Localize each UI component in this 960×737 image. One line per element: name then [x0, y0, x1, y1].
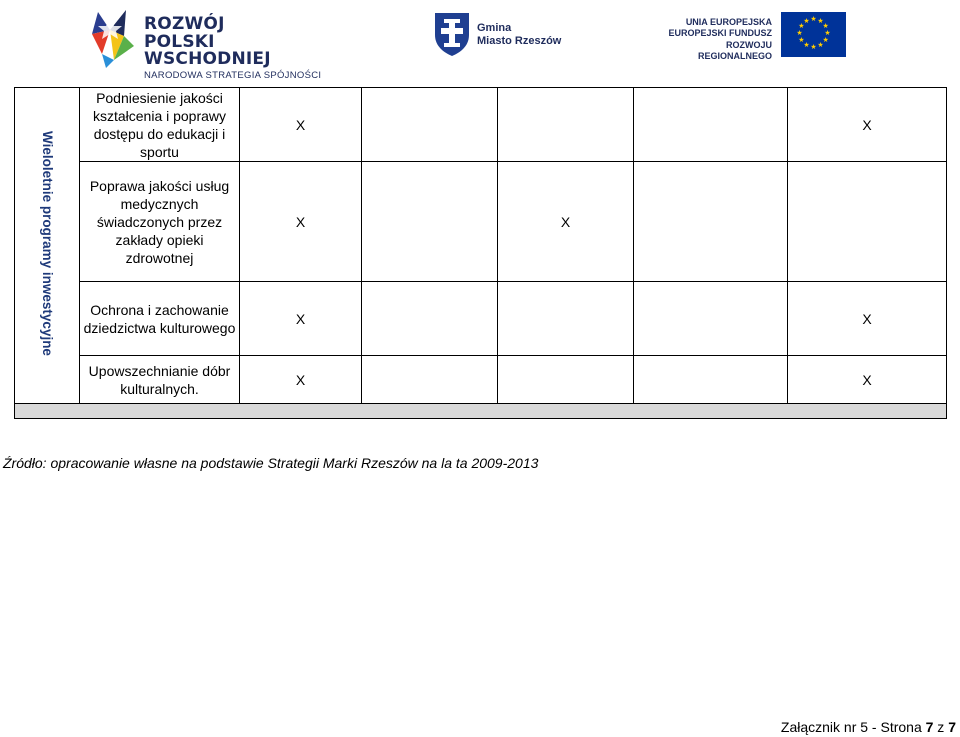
- ue-line3: ROZWOJU REGIONALNEGO: [697, 39, 772, 61]
- gray-separator-cell: [15, 404, 947, 419]
- table-gray-row: [15, 404, 947, 419]
- svg-text:★: ★: [822, 22, 829, 30]
- table-row: [15, 162, 947, 282]
- mark-cell: [788, 162, 947, 282]
- page-footer: [781, 719, 956, 735]
- row-label: Upowszechnianie dóbr kulturalnych.: [80, 356, 240, 404]
- mark-cell: [634, 356, 788, 404]
- mark-cell: X: [788, 88, 947, 162]
- mark-cell: X: [240, 282, 362, 356]
- svg-text:★: ★: [817, 41, 824, 50]
- ue-line1: UNIA EUROPEJSKA: [685, 17, 772, 27]
- gmina-rzeszow-logo: [433, 11, 573, 57]
- side-label: Wieloletnie programy inwestycyjne: [40, 131, 55, 356]
- page-header: [0, 0, 960, 81]
- rpw-star-icon: [88, 2, 138, 70]
- mark-cell: X: [240, 162, 362, 282]
- gmina-line2: Miasto Rzeszów: [477, 34, 562, 47]
- svg-text:★: ★: [798, 22, 805, 30]
- ue-line2: EUROPEJSKI FUNDUSZ: [668, 28, 772, 39]
- svg-text:★: ★: [822, 36, 829, 44]
- footer-page-number: 7: [925, 719, 934, 735]
- svg-text:★: ★: [796, 29, 803, 37]
- svg-text:★: ★: [824, 29, 831, 37]
- footer-prefix: Załącznik nr 5 - Strona: [780, 719, 926, 735]
- rozwoj-polski-wschodniej-logo: [88, 2, 328, 81]
- mark-cell: [498, 88, 634, 162]
- mark-cell: [634, 282, 788, 356]
- mark-cell: [634, 162, 788, 282]
- svg-text:★: ★: [798, 36, 805, 44]
- mark-cell: [362, 162, 498, 282]
- mark-cell: [362, 88, 498, 162]
- table-row: [15, 356, 947, 404]
- mark-cell: [498, 282, 634, 356]
- svg-text:★: ★: [810, 43, 817, 51]
- mark-cell: [362, 356, 498, 404]
- table-row: [15, 88, 947, 162]
- mark-cell: [634, 88, 788, 162]
- mark-cell: X: [788, 282, 947, 356]
- mark-cell: [498, 356, 634, 404]
- svg-text:★: ★: [803, 41, 810, 50]
- coat-of-arms-icon: [433, 11, 471, 57]
- investment-matrix-table: [14, 87, 947, 419]
- mark-cell: X: [240, 88, 362, 162]
- row-label: Podniesienie jakości kształcenia i poprawy dostępu do edukacji i sportu: [80, 88, 240, 162]
- table-row: [15, 282, 947, 356]
- rpw-line2: POLSKI WSCHODNIEJ: [144, 32, 271, 69]
- footer-page-total: 7: [948, 719, 956, 735]
- rpw-line3: NARODOWA STRATEGIA SPÓJNOŚCI: [144, 70, 322, 81]
- footer-middle: z: [933, 719, 949, 735]
- eu-logo: [660, 12, 850, 61]
- rpw-line1: ROZWÓJ: [144, 14, 225, 34]
- row-label: Poprawa jakości usług medycznych świadczonych przez zakłady opieki zdrowotnej: [80, 162, 240, 282]
- source-note: Źródło: opracowanie własne na podstawie Strategii Marki Rzeszów na la ta 2009-2013: [3, 455, 539, 471]
- svg-text:★: ★: [810, 15, 817, 23]
- svg-text:★: ★: [803, 16, 810, 25]
- gmina-line1: Gmina: [477, 22, 512, 34]
- mark-cell: X: [788, 356, 947, 404]
- row-label: Ochrona i zachowanie dziedzictwa kulturowego: [80, 282, 240, 356]
- mark-cell: X: [240, 356, 362, 404]
- mark-cell: [362, 282, 498, 356]
- eu-flag-icon: [781, 12, 846, 57]
- mark-cell: X: [498, 162, 634, 282]
- svg-text:★: ★: [817, 16, 824, 25]
- side-label-cell: [15, 88, 80, 404]
